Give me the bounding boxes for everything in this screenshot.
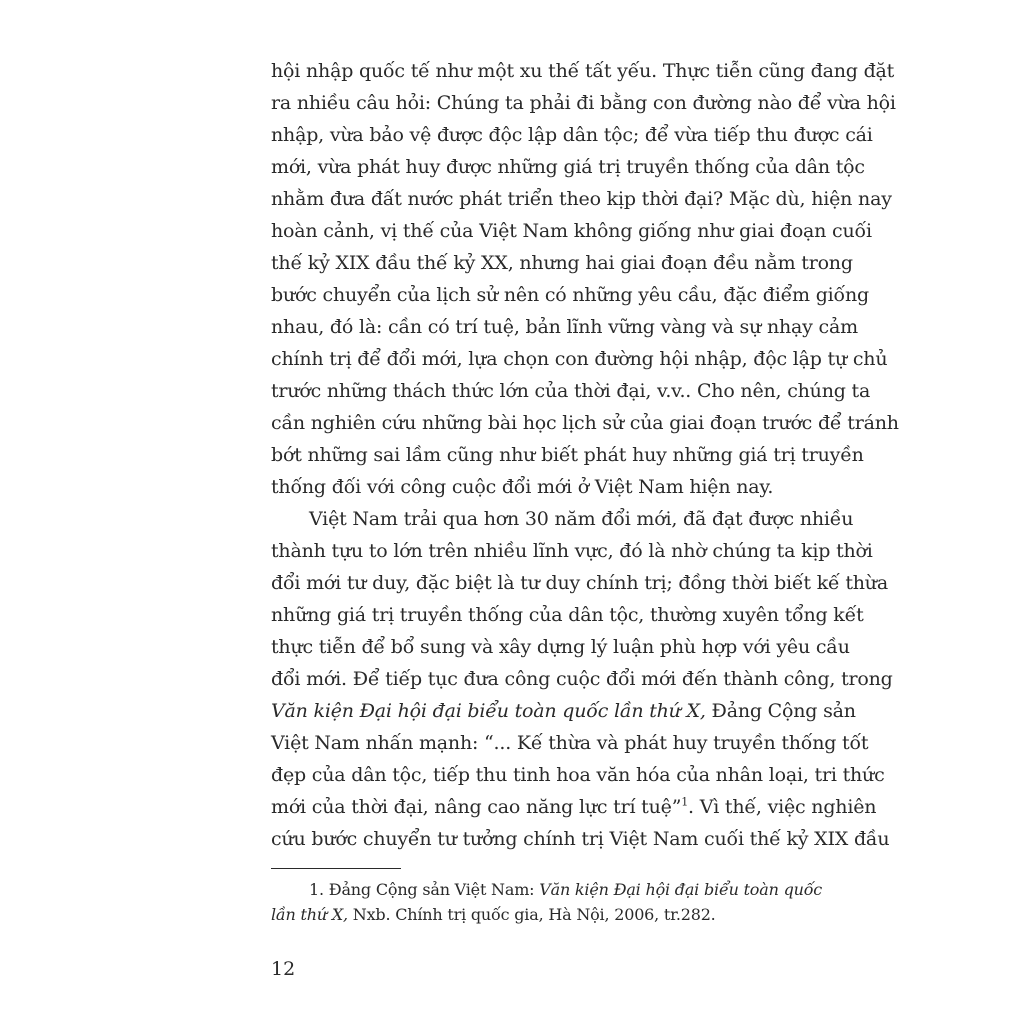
body-text: Đảng Cộng sản [705, 700, 856, 722]
body-line: thực tiễn để bổ sung và xây dựng lý luận phù hợp với yêu cầu [271, 636, 850, 658]
body-line: Việt Nam nhấn mạnh: “... Kế thừa và phát huy truyền thống tốt [271, 732, 869, 754]
body-line: hoàn cảnh, vị thế của Việt Nam không giống như giai đoạn cuối [271, 220, 872, 242]
body-line: cứu bước chuyển tư tưởng chính trị Việt Nam cuối thế kỷ XIX đầu [271, 828, 890, 850]
body-line: cần nghiên cứu những bài học lịch sử của giai đoạn trước để tránh [271, 412, 899, 434]
footnote-italic-title: Văn kiện Đại hội đại biểu toàn quốc [539, 880, 823, 899]
footnote-reference[interactable]: 1 [681, 795, 689, 809]
body-line: ra nhiều câu hỏi: Chúng ta phải đi bằng con đường nào để vừa hội [271, 92, 896, 114]
body-line: thống đối với công cuộc đổi mới ở Việt Nam hiện nay. [271, 476, 774, 498]
footnote-text: Nxb. Chính trị quốc gia, Hà Nội, 2006, tr.282. [347, 905, 716, 924]
body-line: nhằm đưa đất nước phát triển theo kịp thời đại? Mặc dù, hiện nay [271, 188, 892, 210]
body-line: chính trị để đổi mới, lựa chọn con đường hội nhập, độc lập tự chủ [271, 348, 888, 370]
page-number: 12 [271, 958, 296, 980]
body-text: mới của thời đại, nâng cao năng lực trí tuệ” [271, 796, 682, 818]
body-line-with-footnote-ref [271, 795, 877, 819]
body-text: . Vì thế, việc nghiên [688, 796, 877, 818]
body-line: những giá trị truyền thống của dân tộc, thường xuyên tổng kết [271, 604, 864, 626]
body-line: đổi mới. Để tiếp tục đưa công cuộc đổi mới đến thành công, trong [271, 668, 893, 690]
body-line-italic [271, 699, 856, 723]
footnote-italic-title: lần thứ X, [271, 905, 348, 924]
body-line: thành tựu to lớn trên nhiều lĩnh vực, đó là nhờ chúng ta kịp thời [271, 540, 873, 562]
body-line: đổi mới tư duy, đặc biệt là tư duy chính trị; đồng thời biết kế thừa [271, 572, 888, 594]
body-line: nhau, đó là: cần có trí tuệ, bản lĩnh vững vàng và sự nhạy cảm [271, 316, 858, 338]
body-line: đẹp của dân tộc, tiếp thu tinh hoa văn hóa của nhân loại, tri thức [271, 764, 885, 786]
document-title-italic: Văn kiện Đại hội đại biểu toàn quốc lần thứ X, [271, 700, 706, 722]
body-line: mới, vừa phát huy được những giá trị truyền thống của dân tộc [271, 156, 865, 178]
footnote-line [271, 905, 817, 925]
body-line: hội nhập quốc tế như một xu thế tất yếu. Thực tiễn cũng đang đặt [271, 60, 895, 82]
body-line: thế kỷ XIX đầu thế kỷ XX, nhưng hai giai đoạn đều nằm trong [271, 252, 853, 274]
footnote-text: 1. Đảng Cộng sản Việt Nam: [309, 880, 540, 899]
body-line: nhập, vừa bảo vệ được độc lập dân tộc; để vừa tiếp thu được cái [271, 124, 873, 146]
body-line: bước chuyển của lịch sử nên có những yêu cầu, đặc điểm giống [271, 284, 869, 306]
body-line: trước những thách thức lớn của thời đại, v.v.. Cho nên, chúng ta [271, 380, 871, 402]
body-line: bớt những sai lầm cũng như biết phát huy những giá trị truyền [271, 444, 864, 466]
footnote-line [309, 880, 823, 900]
footnote-divider [271, 868, 401, 869]
body-line: Việt Nam trải qua hơn 30 năm đổi mới, đã đạt được nhiều [309, 508, 854, 530]
